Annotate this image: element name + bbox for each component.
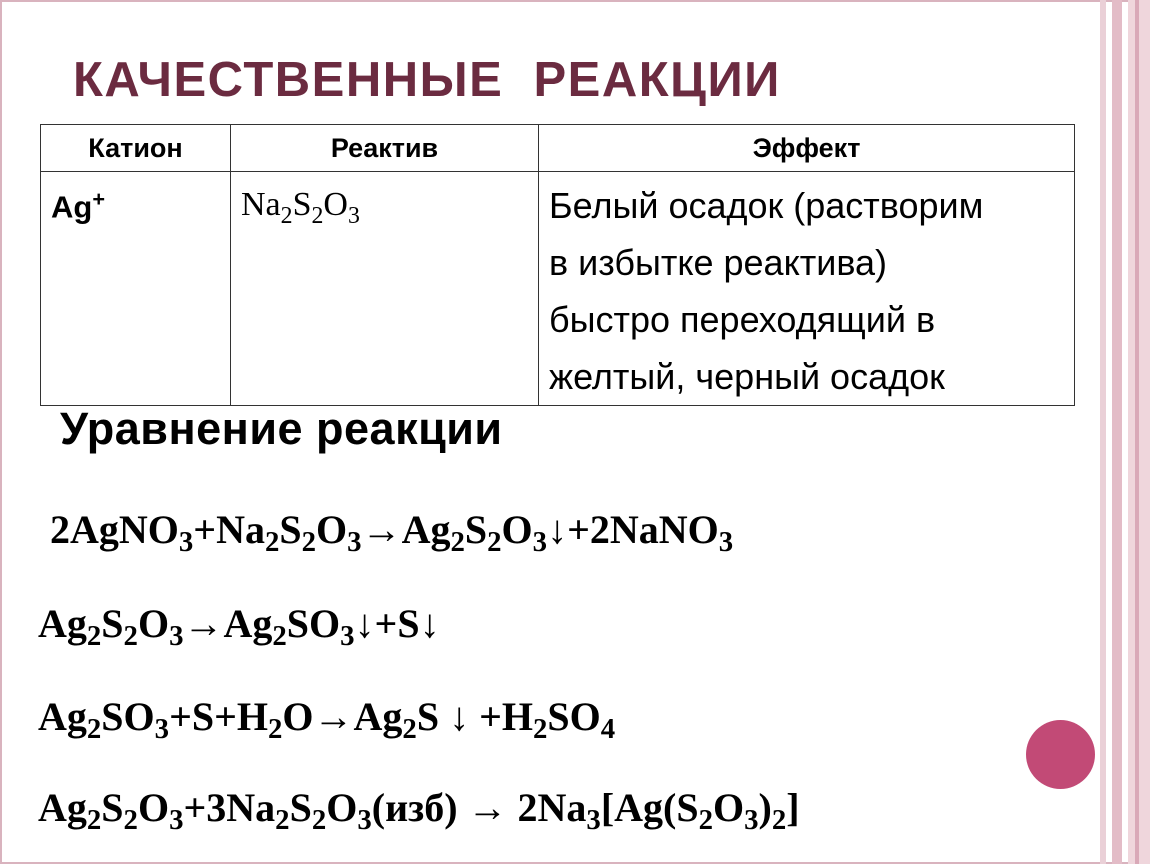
formula-subscript: 2 — [123, 620, 138, 653]
formula-text: S — [464, 507, 488, 552]
header-cation: Катион — [41, 125, 231, 172]
reagent-cell — [231, 172, 539, 406]
formula-text: →Ag — [361, 507, 451, 552]
formula-subscript: 2 — [402, 713, 417, 746]
formula-subscript: 3 — [718, 526, 734, 559]
formula-text: O — [326, 785, 358, 830]
formula-text: S ↓ +H — [416, 694, 533, 739]
cation-cell — [41, 172, 231, 406]
formula-text: O — [137, 601, 170, 646]
formula-text: (изб) → 2Na — [371, 785, 587, 830]
formula-text: O — [501, 507, 533, 552]
formula-text: ] — [786, 785, 800, 830]
formula-text: 2AgNO — [50, 507, 179, 552]
reagent-formula — [241, 186, 360, 229]
formula-subscript: 2 — [450, 526, 465, 559]
equation-3 — [38, 693, 616, 746]
formula-text: O — [316, 507, 348, 552]
formula-text: O — [323, 186, 348, 223]
decor-stripe-3 — [1128, 0, 1150, 864]
cation-charge: + — [92, 186, 105, 211]
formula-subscript: 2 — [275, 804, 290, 837]
formula-subscript: 2 — [487, 526, 502, 559]
formula-subscript: 2 — [86, 713, 102, 746]
slide-title: КАЧЕСТВЕННЫЕ РЕАКЦИИ — [73, 53, 781, 107]
formula-text: ↓+S↓ — [354, 601, 440, 646]
formula-text: Ag — [38, 601, 87, 646]
formula-subscript: 3 — [347, 526, 362, 559]
formula-text: [Ag(S — [600, 785, 699, 830]
formula-text: ↓+2NaNO — [547, 507, 719, 552]
formula-subscript: 2 — [86, 804, 102, 837]
formula-text: SO — [547, 694, 601, 739]
equation-1 — [50, 506, 734, 559]
equation-4 — [38, 784, 800, 837]
formula-text: SO — [286, 601, 341, 646]
decor-stripe-4 — [1135, 0, 1139, 864]
formula-text: S — [101, 601, 124, 646]
formula-subscript: 2 — [272, 620, 287, 653]
decor-circle — [1026, 720, 1095, 789]
formula-subscript: 3 — [340, 620, 355, 653]
formula-subscript: 3 — [586, 804, 601, 837]
formula-text: +S+H — [169, 694, 269, 739]
formula-subscript: 2 — [86, 620, 102, 653]
decor-stripe-1 — [1100, 0, 1106, 864]
formula-subscript: 2 — [280, 202, 293, 229]
equations-title: Уравнение реакции — [60, 403, 503, 454]
formula-text: +Na — [193, 507, 265, 552]
formula-subscript: 3 — [169, 804, 184, 837]
effect-line: желтый, черный осадок — [549, 356, 945, 397]
effect-line: Белый осадок (растворим — [549, 185, 984, 226]
formula-subscript: 3 — [347, 202, 360, 229]
effect-line: быстро переходящий в — [549, 299, 936, 340]
formula-subscript: 3 — [178, 526, 194, 559]
formula-text: ) — [758, 785, 772, 830]
formula-subscript: 2 — [301, 526, 317, 559]
formula-text: S — [101, 785, 124, 830]
header-reagent: Реактив — [231, 125, 539, 172]
formula-subscript: 3 — [532, 526, 548, 559]
formula-subscript: 2 — [264, 526, 280, 559]
formula-subscript: 4 — [600, 713, 616, 746]
formula-subscript: 2 — [268, 713, 283, 746]
formula-subscript: 3 — [357, 804, 372, 837]
formula-text: Ag — [38, 785, 87, 830]
effect-cell — [539, 172, 1075, 406]
formula-subscript: 2 — [771, 804, 787, 837]
cation-symbol: Ag — [51, 189, 93, 225]
formula-subscript: 3 — [169, 620, 184, 653]
reaction-table — [40, 124, 1075, 406]
formula-text: +3Na — [183, 785, 276, 830]
formula-subscript: 3 — [154, 713, 170, 746]
formula-subscript: 3 — [744, 804, 759, 837]
header-effect: Эффект — [539, 125, 1075, 172]
formula-subscript: 2 — [123, 804, 138, 837]
formula-text: S — [279, 507, 302, 552]
formula-text: S — [289, 785, 312, 830]
formula-text: Na — [241, 186, 281, 223]
table-header-row — [41, 125, 1075, 172]
equation-2 — [38, 600, 440, 653]
formula-text: O — [713, 785, 745, 830]
formula-text: O→Ag — [282, 694, 403, 739]
formula-text: →Ag — [183, 601, 273, 646]
formula-subscript: 2 — [311, 202, 324, 229]
formula-text: S — [292, 186, 312, 223]
formula-text: O — [137, 785, 170, 830]
formula-subscript: 2 — [532, 713, 548, 746]
decor-stripe-2 — [1112, 0, 1122, 864]
formula-text: Ag — [38, 694, 87, 739]
formula-text: SO — [101, 694, 155, 739]
table-row — [41, 172, 1075, 406]
formula-subscript: 2 — [698, 804, 714, 837]
formula-subscript: 2 — [311, 804, 327, 837]
effect-line: в избытке реактива) — [549, 242, 888, 283]
